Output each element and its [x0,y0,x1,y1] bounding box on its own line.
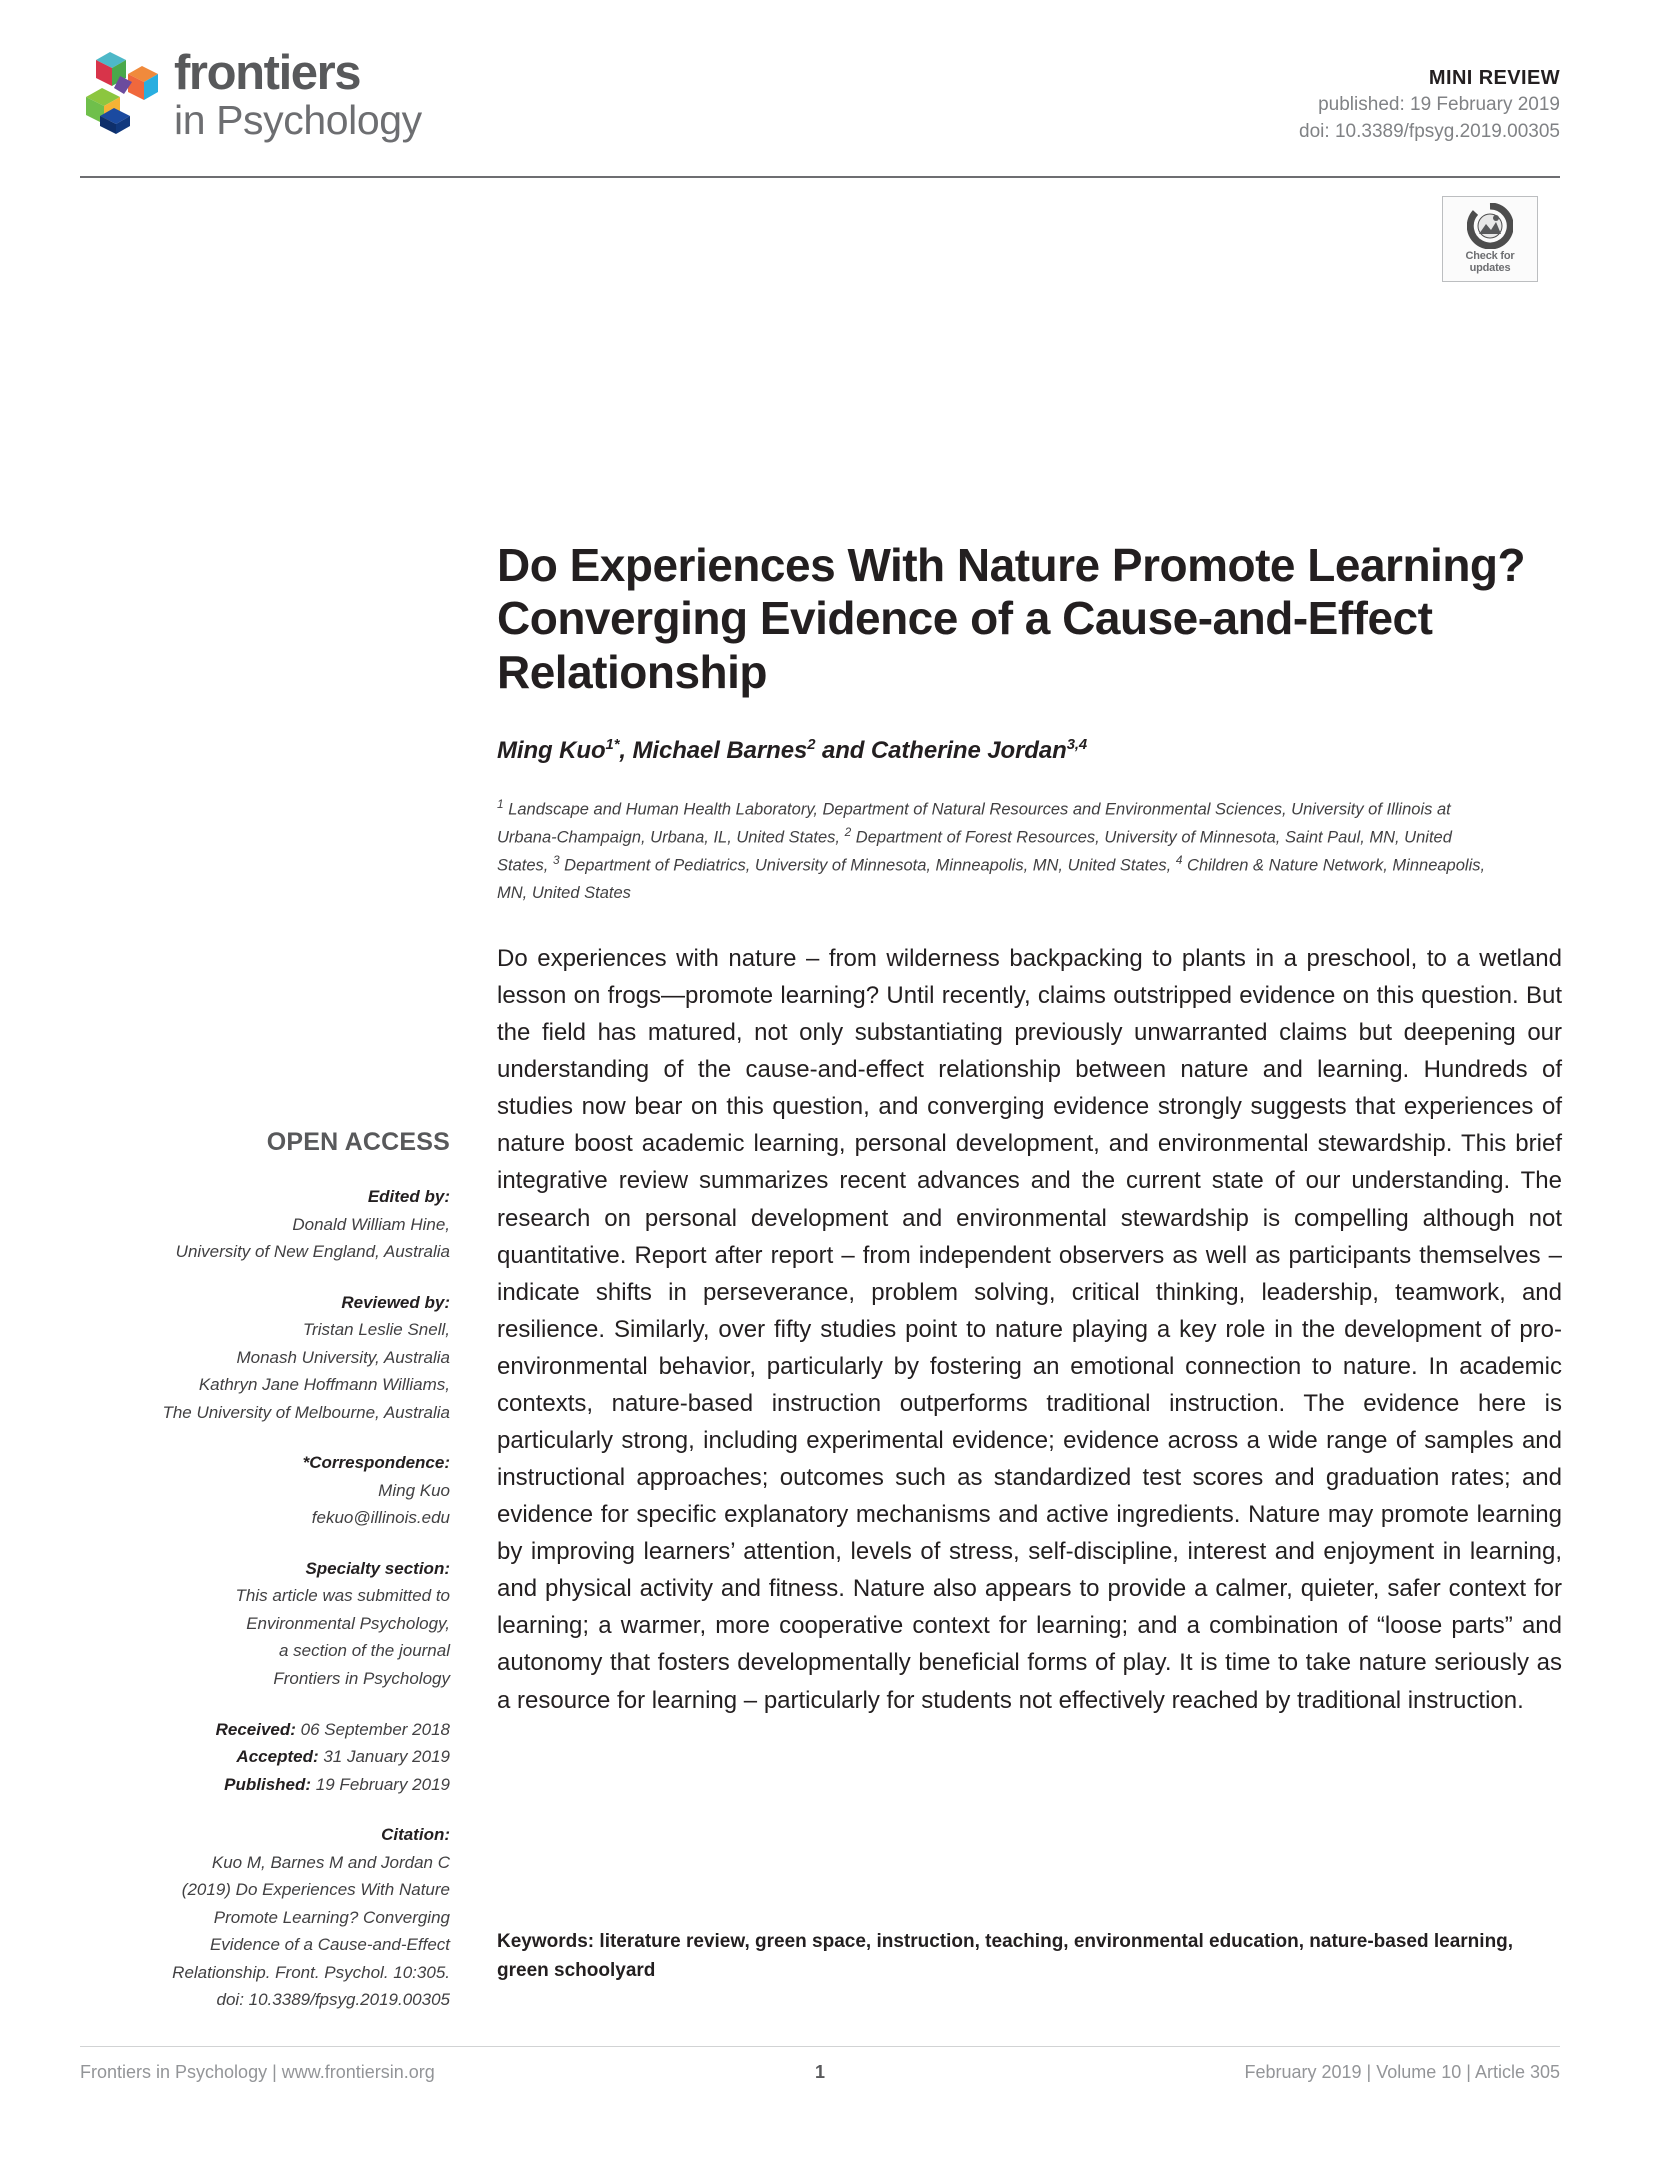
reviewed-by-block [80,1289,450,1427]
dates-block [80,1716,450,1799]
footer-journal-url[interactable]: Frontiers in Psychology | www.frontiersin.org [80,2062,435,2082]
published-date: published: 19 February 2019 [1318,94,1560,116]
journal-logo-text [174,44,422,142]
footer-page-number: 1 [814,2062,825,2082]
footer-divider [80,2046,1560,2047]
header-metadata [1299,64,1560,146]
specialty-line-3: a section of the journal [278,1641,450,1661]
article-type-label: MINI REVIEW [1428,67,1560,89]
abstract-text: Do experiences with nature – from wilderness backpacking to plants in a preschool, to a wetland lesson on frogs—promote learning? Until recently, claims outstripped evidence on this question. But the field has matured, not only substantiating previously unwarranted claims but deepening our understanding of the cause-and-effect relationship between nature and learning. Hundreds of studies now bear on this question, and converging evidence strongly suggests that experiences of nature boost academic learning, personal development, and environmental stewardship. This brief integrative review summarizes recent advances and the current state of our understanding. The research on personal development and environmental stewardship is compelling although not quantitative. Report after report – from independent observers as well as participants themselves – indicate shifts in perseverance, problem solving, critical thinking, leadership, teamwork, and resilience. Similarly, over fifty studies point to nature playing a key role in the development of pro-environmental behavior, particularly by fostering an emotional connection to nature. In academic contexts, nature-based instruction outperforms traditional instruction. The evidence here is particularly strong, including experimental evidence; evidence across a wide range of samples and instructional approaches; outcomes such as standardized test scores and graduation rates; and evidence for specific explanatory mechanisms and active ingredients. Nature may promote learning by improving learners’ attention, levels of stress, self-discipline, interest and enjoyment in learning, and physical activity and fitness. Nature also appears to provide a calmer, quieter, safer context for learning; a warmer, more cooperative context for learning; and a combination of “loose parts” and autonomy that fosters developmentally beneficial forms of play. It is time to take nature seriously as a resource for learning – particularly for students not effectively reached by traditional instruction. [497,945,1562,1714]
specialty-section-block [80,1555,450,1693]
correspondence-name: Ming Kuo [378,1480,450,1500]
check-for-updates-badge[interactable] [1442,196,1538,282]
footer-issue-info: February 2019 | Volume 10 | Article 305 [1244,2062,1560,2082]
received-label: Received: [215,1719,296,1739]
citation-line-2: (2019) Do Experiences With Nature [181,1880,450,1900]
published-date-sidebar: 19 February 2019 [315,1774,450,1794]
citation-line-4: Evidence of a Cause-and-Effect [209,1935,450,1955]
published-label: Published: [224,1774,312,1794]
article-title: Do Experiences With Nature Promote Learning? Converging Evidence of a Cause-and-Effect Relationship [497,538,1526,698]
accepted-label: Accepted: [236,1747,319,1767]
citation-label: Citation: [381,1825,450,1845]
header-divider [80,176,1560,178]
specialty-line-1: This article was submitted to [235,1586,450,1606]
received-date: 06 September 2018 [300,1719,450,1739]
reviewer-name-1: Tristan Leslie Snell, [302,1320,450,1340]
page-footer [80,2062,1560,2092]
received-line [80,1716,450,1744]
crossmark-icon [1467,203,1513,249]
editor-affiliation: University of New England, Australia [175,1242,450,1262]
reviewer-affiliation-2: The University of Melbourne, Australia [162,1402,450,1422]
frontiers-cubes-icon [80,46,166,138]
specialty-section-label: Specialty section: [305,1558,450,1578]
correspondence-email[interactable]: fekuo@illinois.edu [311,1508,450,1528]
journal-name: frontiers [174,46,361,100]
specialty-line-2: Environmental Psychology, [246,1613,450,1633]
reviewer-affiliation-1: Monash University, Australia [236,1347,450,1367]
journal-subtitle: in Psychology [174,97,422,144]
affiliations: $^1$ Landscape and Human Health Laboratory, Department of Natural Resources and Environmental Sciences, University of Illinois at Urbana-Champaign, Urbana, IL, United States, $^2$ Department of Forest Resources, University of Minnesota, Saint Paul, MN, United States, $^3$ Department of Pediatrics, University of Minnesota, Minneapolis, MN, United States, $^4$ Children & Nature Network, Minneapolis, MN, United States [497,797,1486,902]
correspondence-label: *Correspondence: [302,1453,450,1473]
published-line [80,1771,450,1799]
journal-logo[interactable] [80,44,422,142]
article-info-sidebar [80,1128,450,2037]
correspondence-block [80,1449,450,1532]
specialty-line-4: Frontiers in Psychology [273,1668,450,1688]
keywords-line: Keywords: literature review, green space, instruction, teaching, environmental education, nature-based learning, green schoolyard [497,1931,1514,1981]
citation-line-5: Relationship. Front. Psychol. 10:305. [172,1962,450,1982]
citation-line-3: Promote Learning? Converging [213,1907,450,1927]
reviewed-by-label: Reviewed by: [341,1292,450,1312]
check-for-updates-label: Check for updates [1465,250,1515,274]
editor-name: Donald William Hine, [292,1214,450,1234]
citation-line-1: Kuo M, Barnes M and Jordan C [211,1852,450,1872]
author-list: Ming Kuo$^{1*}$, Michael Barnes$^2$ and Catherine Jordan$^{3,4}$ [497,737,1088,764]
masthead [80,44,1560,164]
accepted-line [80,1743,450,1771]
reviewer-name-2: Kathryn Jane Hoffmann Williams, [198,1375,450,1395]
citation-line-6[interactable]: doi: 10.3389/fpsyg.2019.00305 [216,1990,450,2010]
open-access-label: OPEN ACCESS [266,1128,450,1156]
edited-by-label: Edited by: [367,1187,450,1206]
accepted-date: 31 January 2019 [323,1747,450,1767]
citation-block [80,1821,450,2014]
doi-text[interactable]: doi: 10.3389/fpsyg.2019.00305 [1299,121,1560,143]
edited-by-block [80,1183,450,1266]
